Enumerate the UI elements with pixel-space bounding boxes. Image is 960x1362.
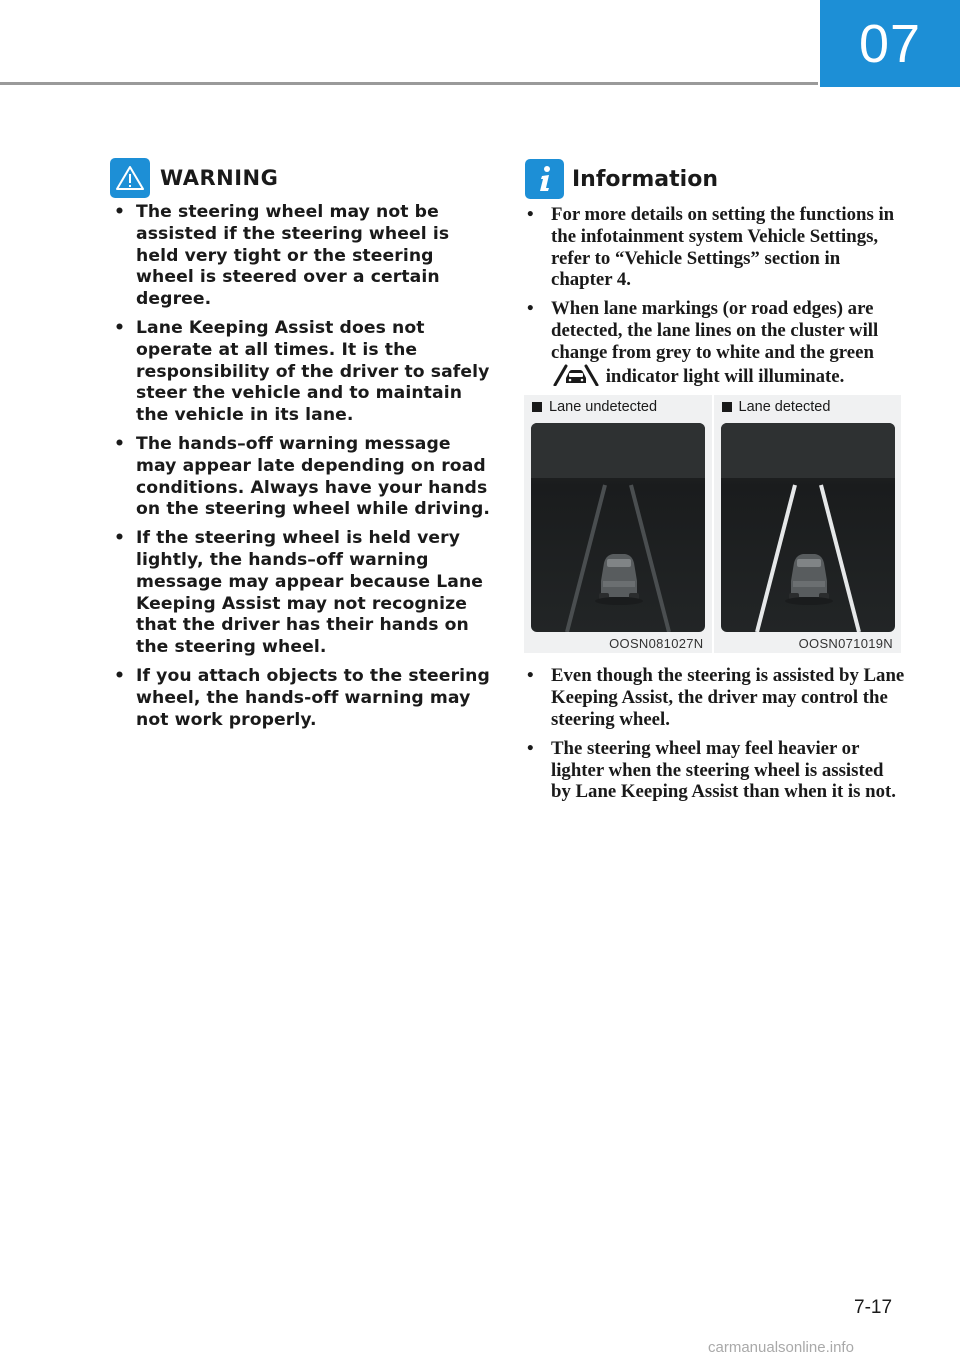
warning-item: • Lane Keeping Assist does not operate at all times. It is the responsibility of the driver to safely steer the vehicle and to maintain the vehicle in its lane. bbox=[114, 317, 490, 426]
figure-caption: Lane undetected bbox=[532, 399, 657, 415]
warning-item: • The hands–off warning message may appear late depending on road conditions. Always have your hands on the steering wheel while driving. bbox=[114, 433, 491, 520]
figure-lane-undetected bbox=[524, 395, 712, 653]
lane-figures bbox=[524, 395, 901, 653]
cluster-screen-undetected bbox=[531, 423, 705, 632]
warning-item: • The steering wheel may not be assisted if the steering wheel is held very tight or the steering wheel is steered over a certain degree. bbox=[114, 202, 450, 310]
page-number: 7-17 bbox=[854, 1297, 893, 1318]
warning-item: • If you attach objects to the steering wheel, the hands-off warning may not work properly. bbox=[114, 665, 490, 730]
figure-lane-detected bbox=[714, 395, 902, 653]
figure-code: OOSN081027N bbox=[609, 636, 704, 652]
chapter-tab: 07 bbox=[820, 0, 960, 87]
watermark: carmanualsonline.info bbox=[708, 1339, 854, 1356]
information-item: • Even though the steering is assisted by Lane Keeping Assist, the driver may control the steering wheel. bbox=[527, 665, 905, 730]
information-item: • For more details on setting the functions in the infotainment system Vehicle Settings, refer to “Vehicle Settings” section in chapter 4. bbox=[527, 204, 895, 291]
warning-triangle-icon bbox=[110, 158, 150, 198]
header-rule bbox=[0, 82, 818, 85]
warning-item: • If the steering wheel is held very lightly, the hands–off warning message may appear because Lane Keeping Assist may not recognize that the driver has their hands on the steering wheel. bbox=[114, 528, 484, 658]
info-icon bbox=[525, 159, 564, 199]
warning-section bbox=[110, 158, 495, 738]
figure-code: OOSN071019N bbox=[798, 636, 893, 652]
lane-keeping-assist-icon bbox=[551, 364, 601, 386]
information-item: • When lane markings (or road edges) are detected, the lane lines on the cluster will change from grey to white and the green indicator light will illuminate. bbox=[527, 298, 879, 387]
figure-caption: Lane detected bbox=[722, 399, 831, 415]
information-item: • The steering wheel may feel heavier or lighter when the steering wheel is assisted by Lane Keeping Assist than when it is not. bbox=[527, 737, 896, 803]
information-section bbox=[525, 158, 905, 810]
cluster-screen-detected bbox=[721, 423, 895, 632]
information-title: Information bbox=[572, 166, 718, 192]
warning-header bbox=[110, 158, 495, 198]
information-list-bottom bbox=[525, 665, 905, 803]
information-header bbox=[525, 158, 905, 200]
warning-list bbox=[110, 202, 495, 731]
information-list-top bbox=[525, 204, 905, 387]
warning-title: WARNING bbox=[160, 166, 279, 190]
